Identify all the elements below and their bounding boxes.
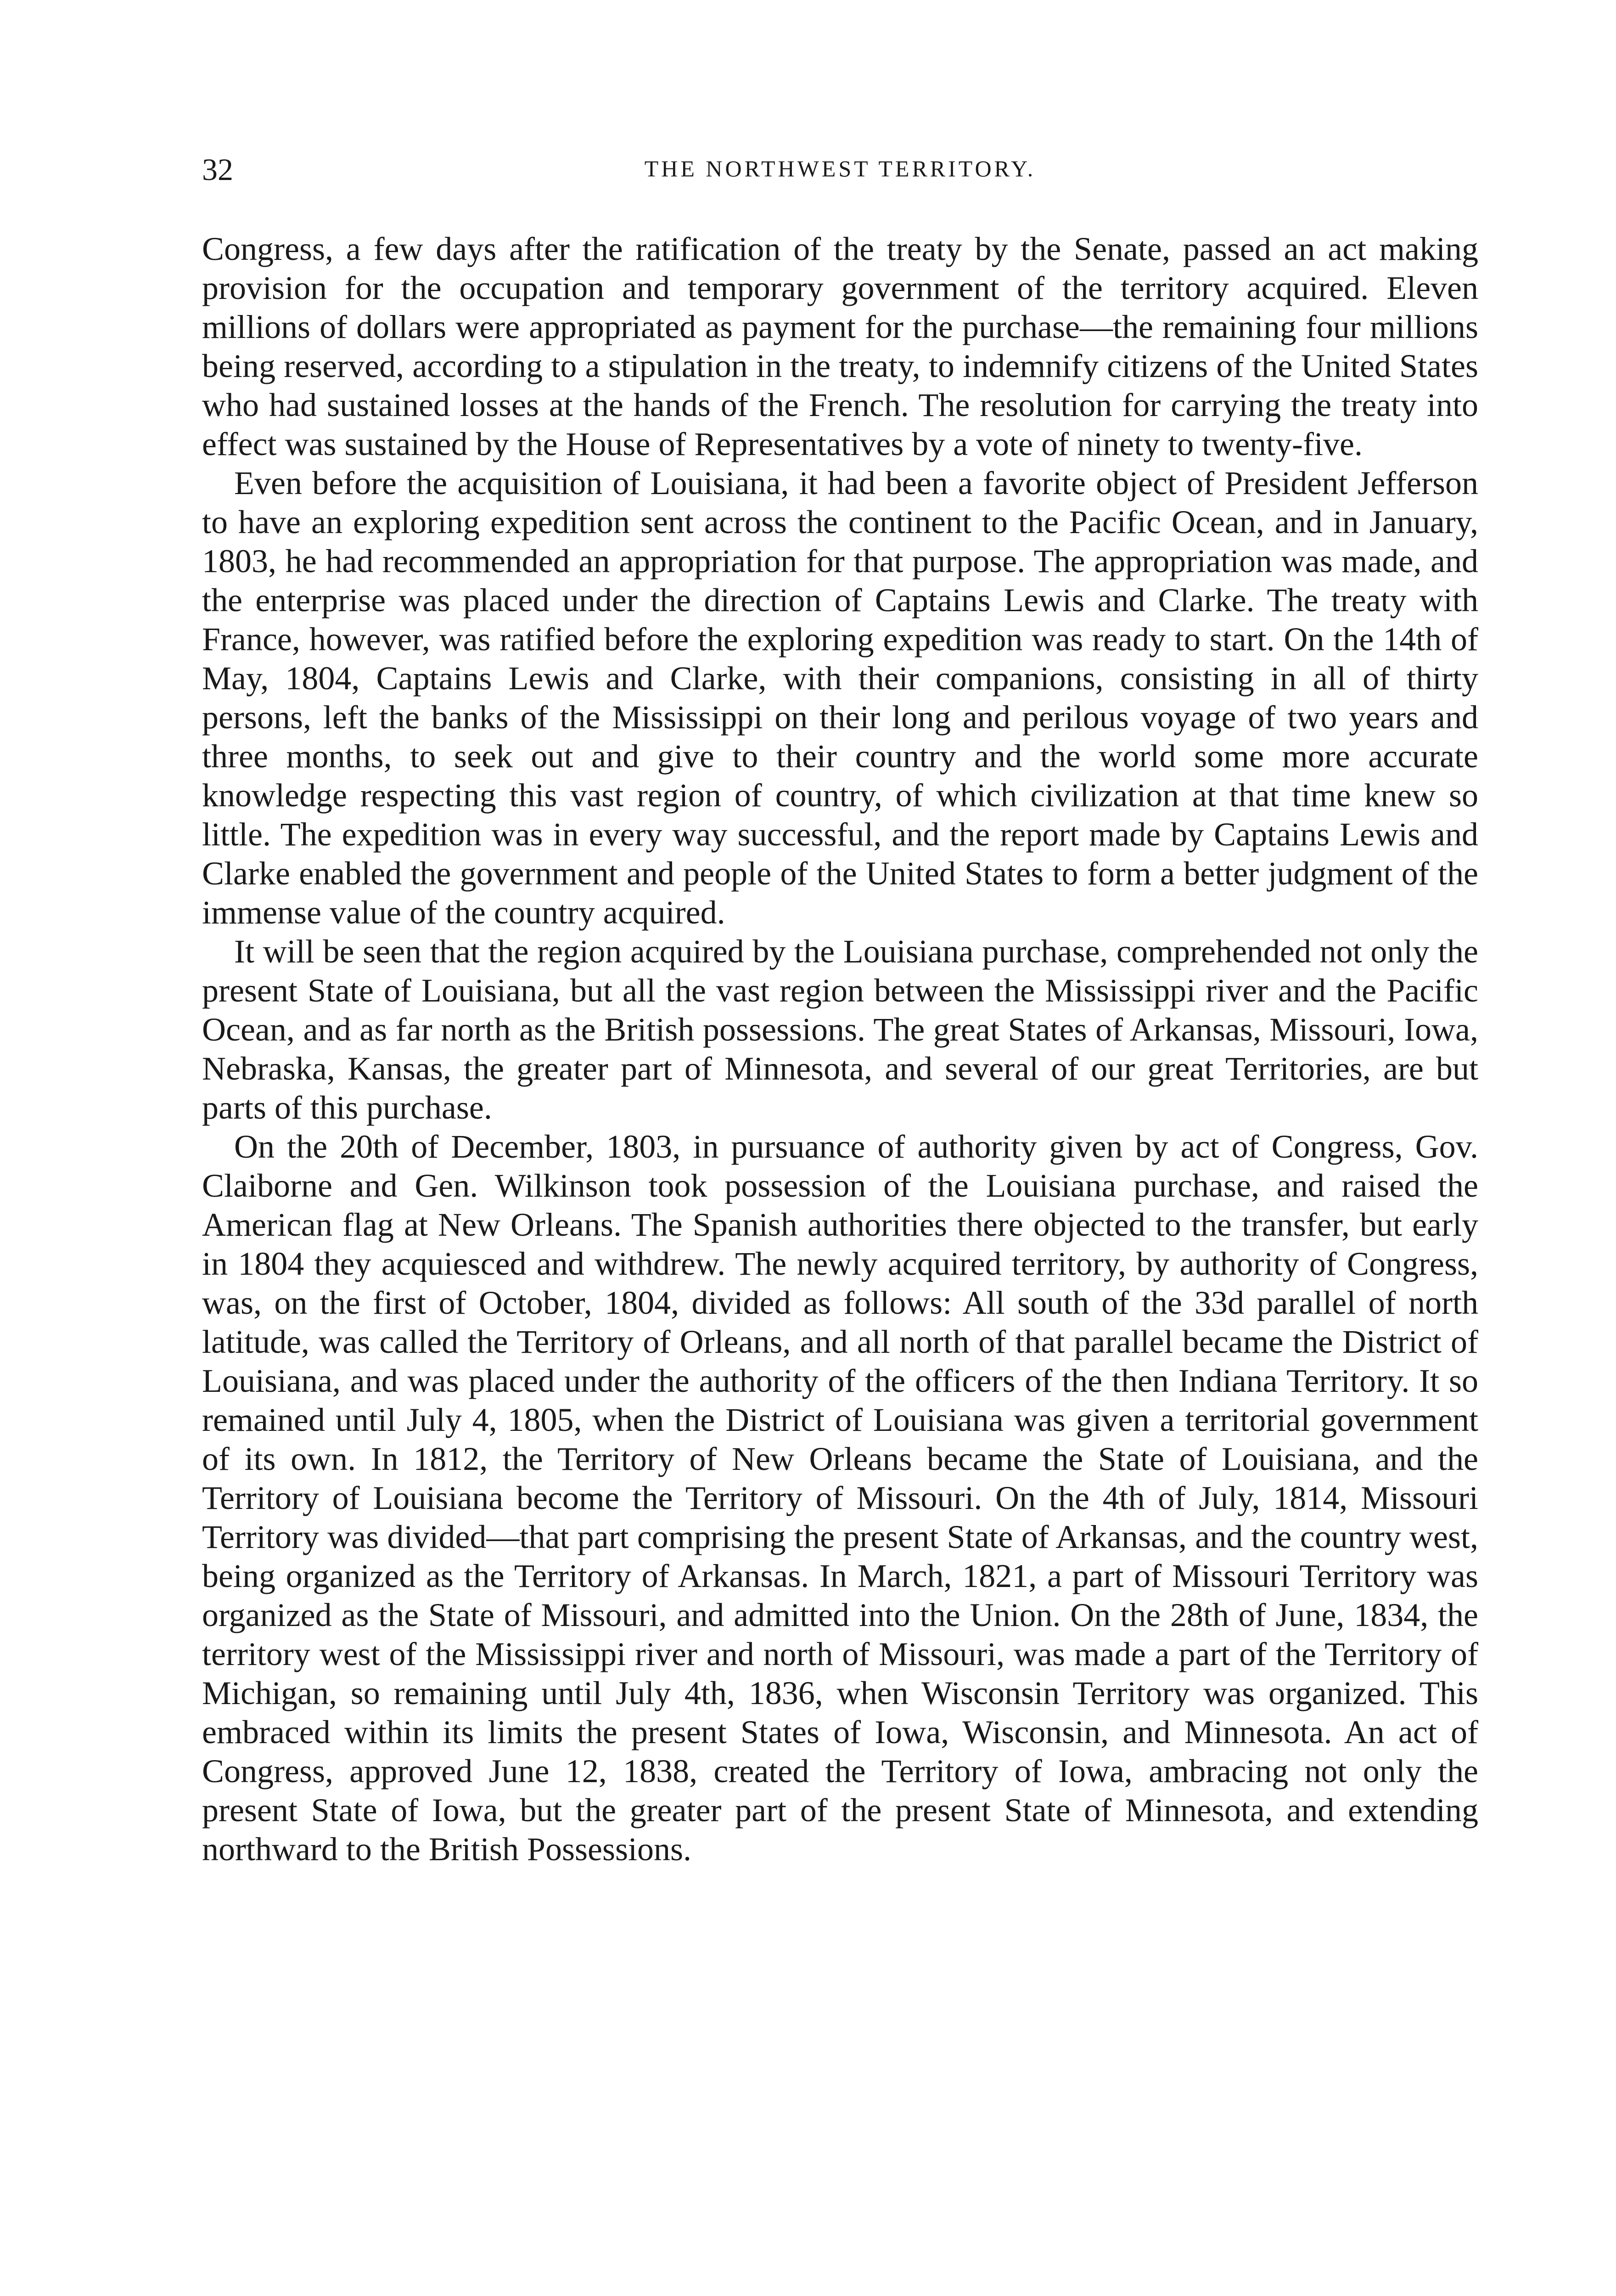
paragraph-treaty-provision: Congress, a few days after the ratification of the treaty by the Senate, passed an act making provision for the occupation and temporary government of the territory acquired. Eleven millions of dollars were appropriated as payment for the purchase—the remaining four millions being reserved, according to a stipulation in the treaty, to indemnify citizens of the United States who had sustained losses at the hands of the French. The resolution for carrying the treaty into effect was sustained by the House of Representatives by a vote of ninety to twenty-five. <box>202 231 1478 462</box>
page-header <box>202 152 1478 193</box>
paragraph-territorial-divisions: On the 20th of December, 1803, in pursuance of authority given by act of Congress, Gov. Claiborne and Gen. Wilkinson took possession of the Louisiana purchase, and raised the American flag at New Orleans. The Spanish authorities there objected to the transfer, but early in 1804 they acquiesced and withdrew. The newly acquired territory, by authority of Congress, was, on the first of October, 1804, divided as follows: All south of the 33d parallel of north latitude, was called the Territory of Orleans, and all north of that parallel became the District of Louisiana, and was placed under the authority of the officers of the then Indiana Territory. It so remained until July 4, 1805, when the District of Louisiana was given a territorial government of its own. In 1812, the Territory of New Orleans became the State of Louisiana, and the Territory of Louisiana become the Territory of Missouri. On the 4th of July, 1814, Missouri Territory was divided—that part comprising the present State of Arkansas, and the country west, being organized as the Territory of Arkansas. In March, 1821, a part of Missouri Territory was organized as the State of Missouri, and admitted into the Union. On the 28th of June, 1834, the territory west of the Mississippi river and north of Missouri, was made a part of the Territory of Michigan, so remaining until July 4th, 1836, when Wisconsin Territory was organized. This embraced within its limits the present States of Iowa, Wisconsin, and Minnesota. An act of Congress, approved June 12, 1838, created the Territory of Iowa, ambracing not only the present State of Iowa, but the greater part of the present State of Minnesota, and extending northward to the British Possessions. <box>202 1128 1478 1868</box>
text-body <box>202 230 1478 1869</box>
paragraph-louisiana-purchase-extent: It will be seen that the region acquired by the Louisiana purchase, comprehended not only the present State of Louisiana, but all the vast region between the Mississippi river and the Pacific Ocean, and as far north as the British possessions. The great States of Arkansas, Missouri, Iowa, Nebraska, Kansas, the greater part of Minnesota, and several of our great Territories, are but parts of this purchase. <box>202 933 1478 1126</box>
running-title: THE NORTHWEST TERRITORY. <box>644 156 1036 181</box>
page-number: 32 <box>202 152 233 187</box>
paragraph-lewis-clarke-expedition: Even before the acquisition of Louisiana, it had been a favorite object of President Jefferson to have an exploring expedition sent across the continent to the Pacific Ocean, and in January, 1803, he had recommended an appropriation for that purpose. The appropriation was made, and the enterprise was placed under the direction of Captains Lewis and Clarke. The treaty with France, however, was ratified before the exploring expedition was ready to start. On the 14th of May, 1804, Captains Lewis and Clarke, with their companions, consisting in all of thirty persons, left the banks of the Mississippi on their long and perilous voyage of two years and three months, to seek out and give to their country and the world some more accurate knowledge respecting this vast region of country, of which civilization at that time knew so little. The expedition was in every way successful, and the report made by Captains Lewis and Clarke enabled the government and people of the United States to form a better judgment of the immense value of the country acquired. <box>202 465 1478 931</box>
